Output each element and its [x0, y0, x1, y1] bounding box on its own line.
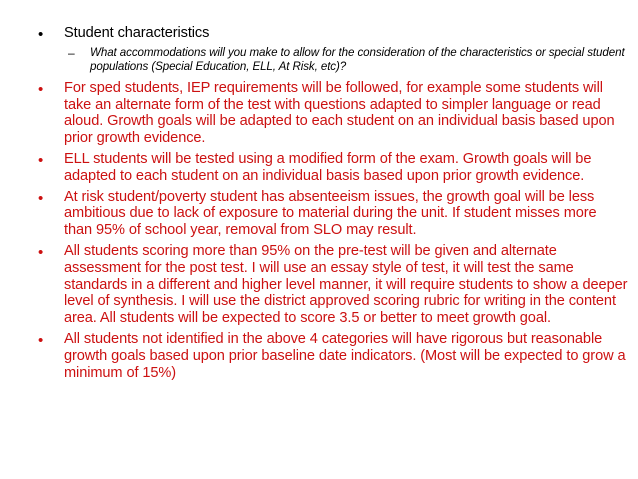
bullet-dot: • — [38, 151, 44, 169]
bullet-dot: • — [38, 80, 44, 98]
bullet-text: For sped students, IEP requirements will be followed, for example some students will take an alternate form of the test with questions adapted to simpler language or read aloud. Growth goals will be adapted to each student on an individual basis based upon prior growth evidence. — [64, 79, 615, 147]
bullet-text: All students not identified in the above 4 categories will have rigorous but reasonable growth goals based upon prior baseline date indicators. (Most will be expected to grow a minimum of 15%) — [64, 330, 626, 381]
bullet-high-scoring-students — [38, 243, 628, 327]
bullet-text: At risk student/poverty student has absenteeism issues, the growth goal will be less ambitious due to lack of exposure to material during the unit. If student misses more than 95% of school year, removal from SLO may result. — [64, 188, 597, 239]
bullet-heading-text: Student characteristics — [64, 25, 210, 41]
sub-bullet-accommodations-question — [64, 46, 628, 74]
bullet-text: ELL students will be tested using a modified form of the exam. Growth goals will be adapted to each student on an individual basis based upon prior growth evidence. — [64, 150, 592, 184]
bullet-other-students — [38, 331, 628, 381]
bullet-at-risk-students — [38, 189, 628, 239]
sub-bullet-dash: – — [68, 45, 75, 60]
sub-bullet-list — [64, 46, 628, 74]
bullet-dot: • — [38, 189, 44, 207]
bullet-dot: • — [38, 243, 44, 261]
bullet-student-characteristics — [38, 25, 628, 74]
sub-bullet-text: What accommodations will you make to allow for the consideration of the characteristics or special student populations (Special Education, ELL, At Risk, etc)? — [90, 45, 625, 73]
bullet-sped-students — [38, 80, 628, 147]
bullet-ell-students — [38, 151, 628, 185]
bullet-dot: • — [38, 26, 44, 43]
bullet-dot: • — [38, 331, 44, 349]
bullet-text: All students scoring more than 95% on the pre-test will be given and alternate assessment for the post test. I will use an essay style of test, it will test the same standards in a different and higher level manner, it will require students to show a deeper level of synthesis. I will use the district approved scoring rubric for writing in the content area. All students will be expected to score 3.5 or better to meet growth goal. — [64, 242, 628, 327]
bullet-list — [38, 25, 628, 385]
